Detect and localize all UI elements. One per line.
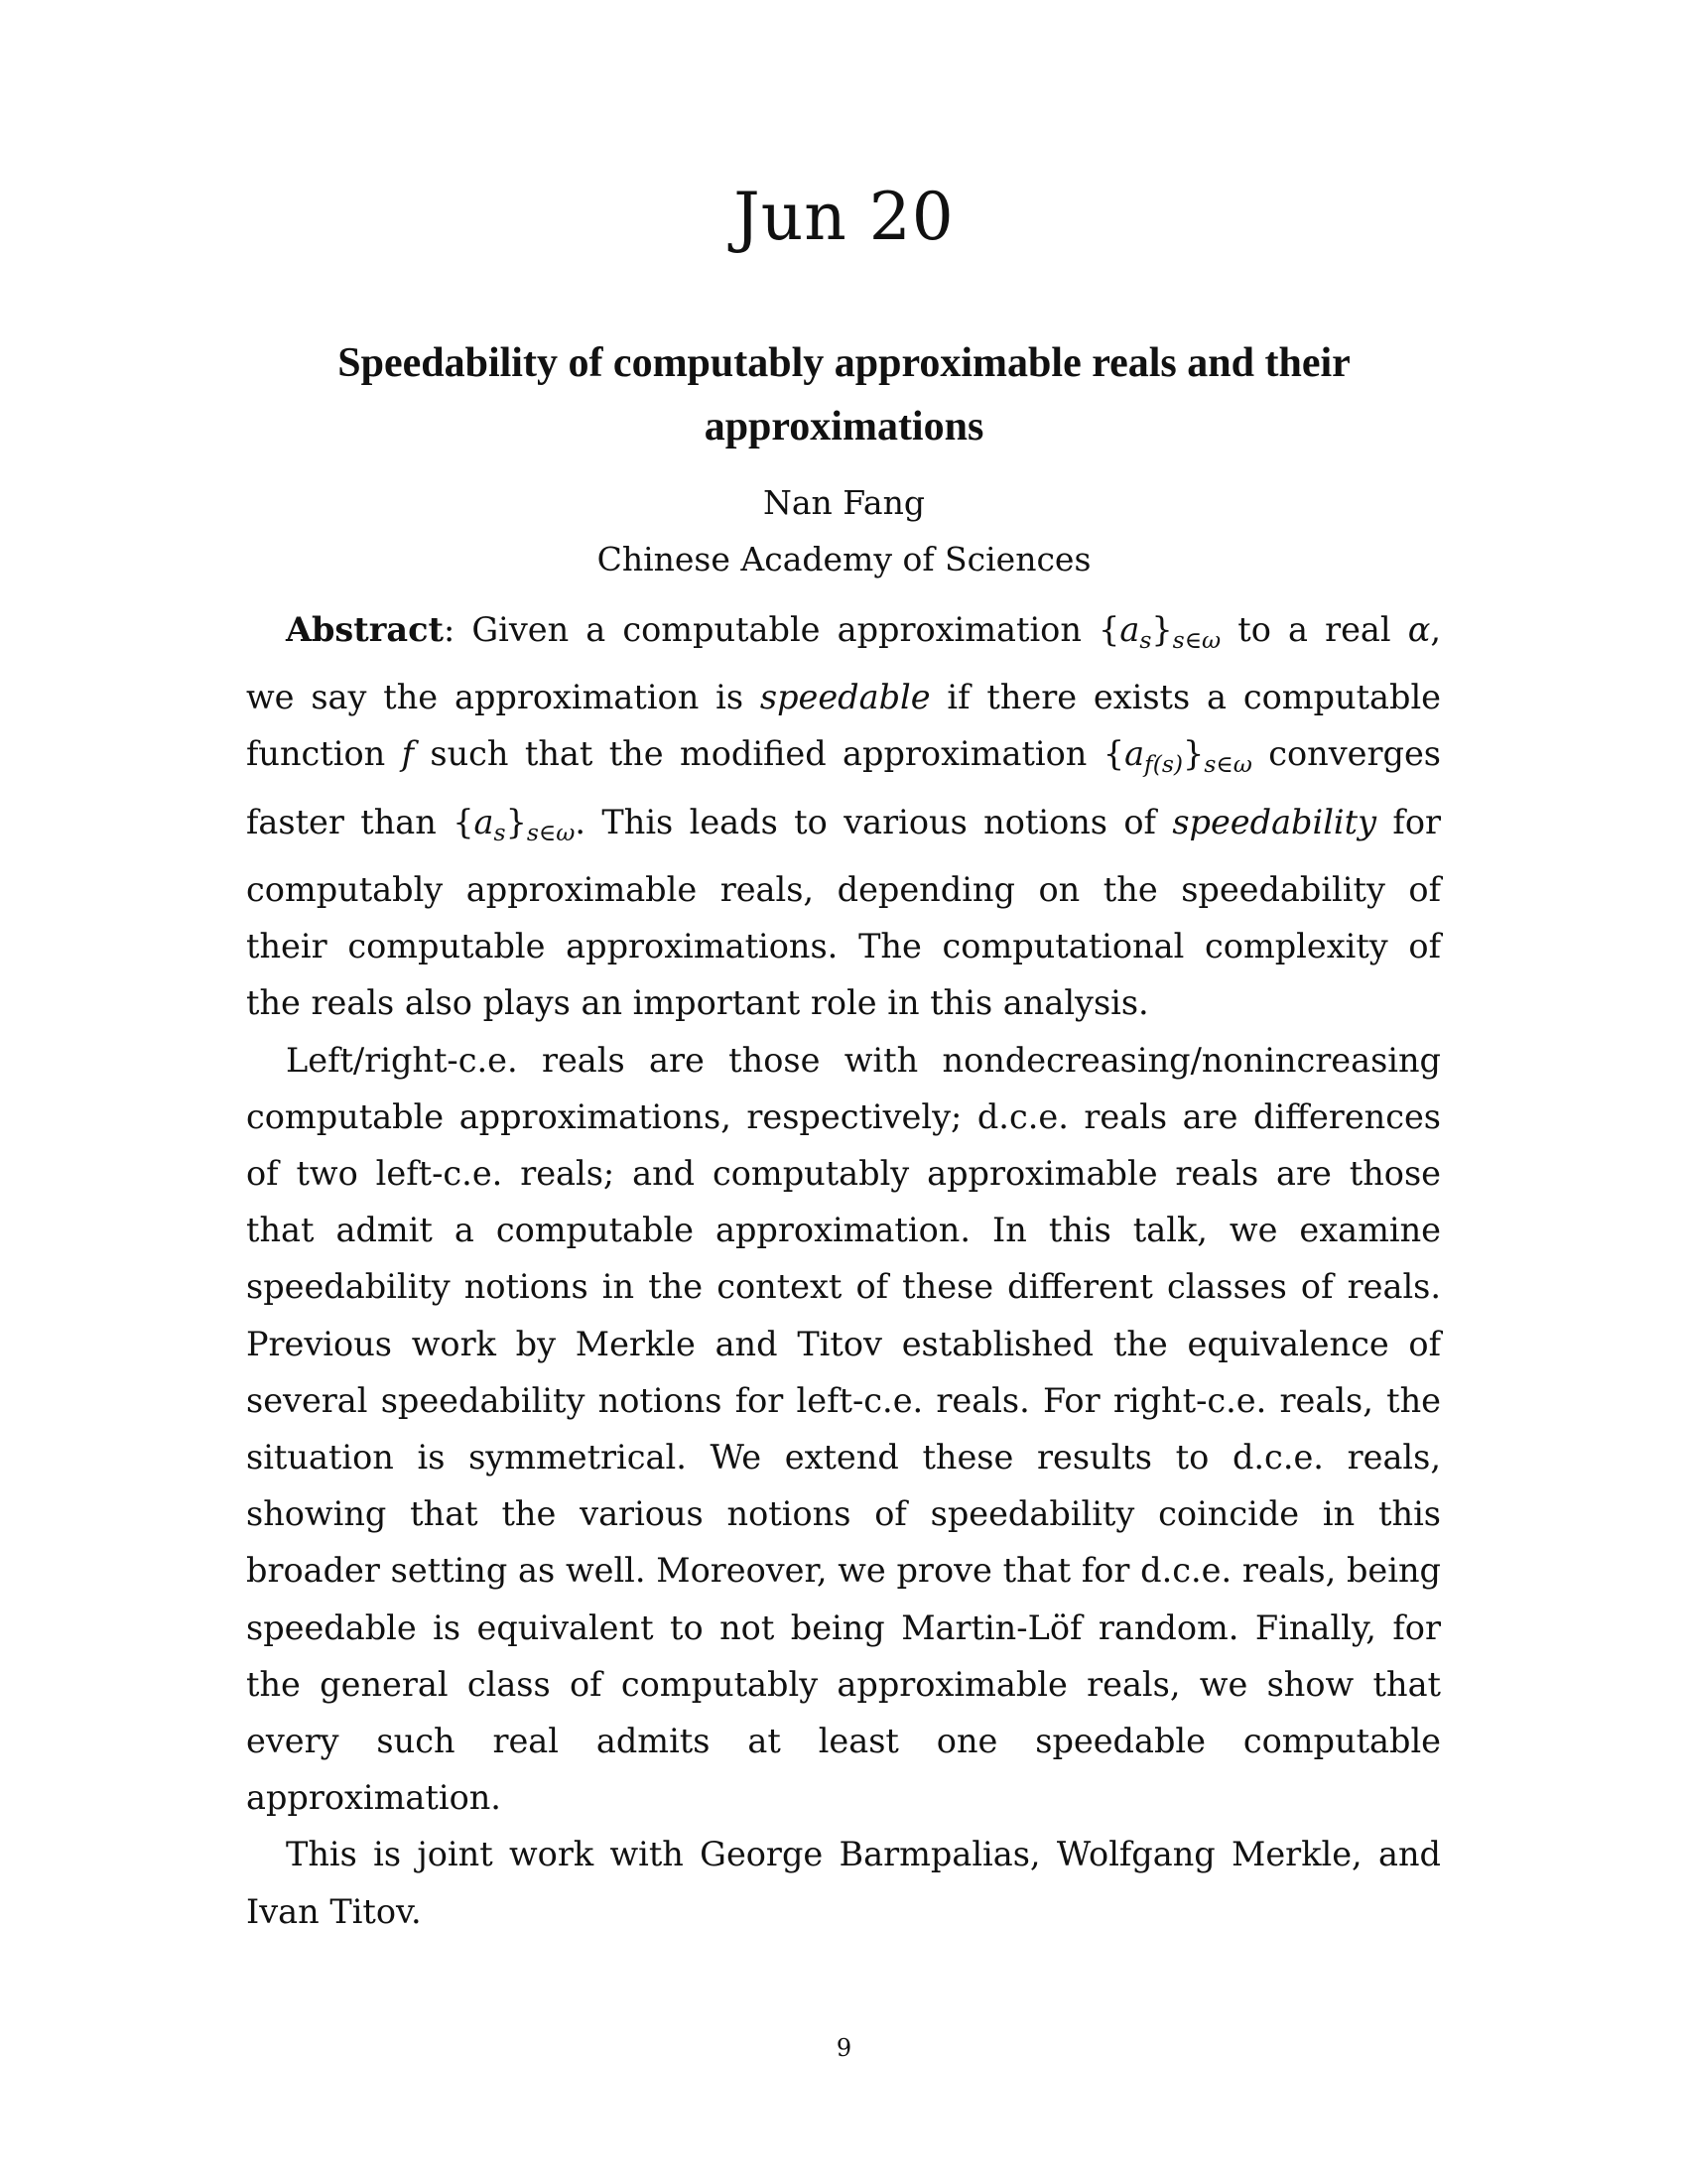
math-var: α [1407, 610, 1431, 649]
math-subscript: f(s) [1144, 750, 1184, 779]
emphasis: speedability [1172, 802, 1377, 841]
math-var: f [401, 734, 415, 774]
math-subscript: s∈ω [526, 818, 576, 846]
abstract-text: converges faster than { [246, 734, 1441, 841]
abstract-text: , we say the approximation is [246, 610, 1441, 717]
page-number: 9 [836, 2034, 852, 2062]
abstract-text: } [1183, 734, 1205, 774]
math-subscript: s∈ω [1204, 750, 1252, 779]
abstract-text: if there exists a computable function [246, 678, 1441, 774]
abstract-paragraph-1 [246, 601, 1441, 1032]
abstract [246, 601, 1441, 1940]
abstract-paragraph-3: This is joint work with George Barmpalias, Wolfgang Merkle, and Ivan Titov. [246, 1835, 1441, 1931]
math-var: a [1119, 610, 1140, 649]
math-subscript: s [1139, 626, 1152, 655]
speaker-block [0, 474, 1688, 587]
math-var: a [1124, 734, 1145, 774]
abstract-text: } [505, 802, 527, 841]
math-subscript: s∈ω [1172, 626, 1222, 655]
abstract-text: : Given a computable approximation { [443, 610, 1120, 649]
abstract-paragraph-2: Left/right-c.e. reals are those with nondecreasing/nonincreasing computable approximations, respectively; d.c.e. reals are differences of two left-c.e. reals; and computably approximable reals are those that admit a computable approximation. In this talk, we examine speedability notions in the context of these different classes of reals. Previous work by Merkle and Titov established the equivalence of several speedability notions for left-c.e. reals. For right-c.e. reals, the situation is symmetrical. We extend these results to d.c.e. reals, showing that the various notions of speedability coincide in this broader setting as well. Moreover, we prove that for d.c.e. reals, being speedable is equivalent to not being Martin-Löf random. Finally, for the general class of computably approximable reals, we show that every such real admits at least one speedable computable approximation. [246, 1040, 1441, 1818]
math-var: a [473, 802, 494, 841]
talk-title: Speedability of computably approximable reals and their approximations [337, 340, 1351, 450]
date-heading: Jun 20 [733, 179, 955, 255]
abstract-label: Abstract [286, 610, 444, 649]
abstract-text: to a real [1221, 610, 1408, 649]
abstract-text: . This leads to various notions of [575, 802, 1173, 841]
abstract-text: for computably approximable reals, depending on the speedability of their computable approximations. The computational complexity of the reals also plays an important role in this analysis. [246, 802, 1442, 1023]
emphasis: speedable [759, 678, 931, 717]
math-subscript: s [493, 818, 506, 846]
speaker-name: Nan Fang [762, 483, 925, 522]
abstract-text: } [1151, 610, 1173, 649]
abstract-text: such that the modified approximation { [414, 734, 1125, 774]
speaker-affiliation: Chinese Academy of Sciences [596, 540, 1092, 578]
